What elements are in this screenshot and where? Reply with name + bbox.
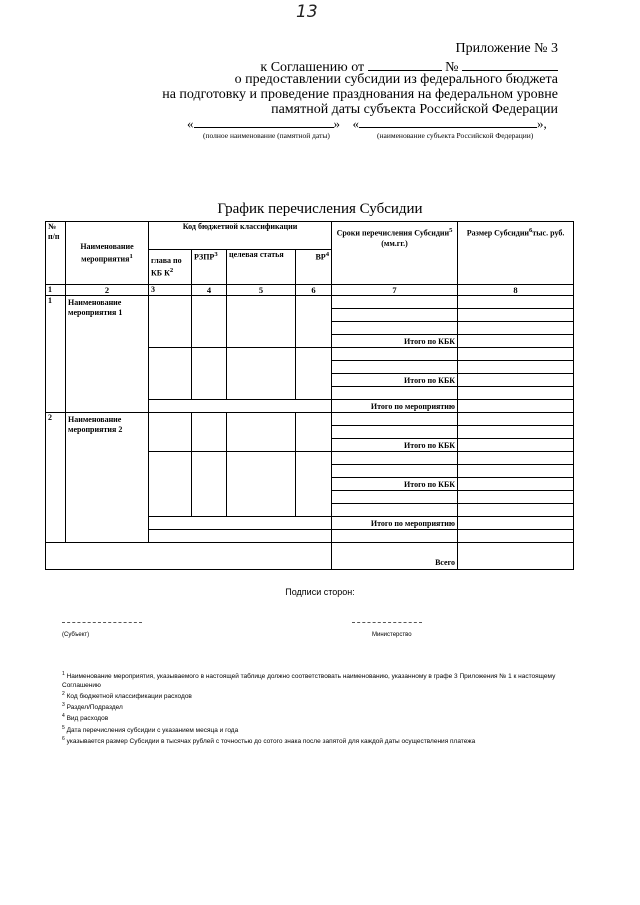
footnote-6 — [62, 735, 562, 746]
header-chapter-text: глава по КБ К — [151, 255, 182, 278]
table-row — [46, 543, 574, 570]
memorial-date-blank — [194, 115, 334, 128]
total-event-label: Итого по мероприятию — [332, 400, 458, 413]
agreement-number-blank — [462, 58, 558, 71]
header-line-3: памятной даты субъекта Российской Федерации — [271, 102, 558, 117]
col-number-3: 3 — [149, 285, 192, 296]
total-kbk-label: Итого по КБК — [332, 439, 458, 452]
footnotes — [62, 670, 562, 746]
header-dates-sup: 5 — [449, 227, 453, 234]
col-number-2: 2 — [66, 285, 149, 296]
footnote-5-text: Дата перечисления субсидии с указанием месяца и года — [66, 726, 239, 734]
schedule-title: График перечисления Субсидии — [217, 201, 423, 217]
header-dates-unit: (мм.гг.) — [381, 238, 408, 248]
quote-close-right: », — [537, 116, 547, 131]
footnote-1-marker: 1 — [62, 671, 65, 677]
total-kbk-label: Итого по КБК — [332, 335, 458, 348]
quote-close-left: » — [333, 116, 340, 131]
header-amount-unit: тыс. руб. — [532, 228, 565, 238]
header-vr-sup: 4 — [325, 251, 330, 258]
header-rzpr-sup: 3 — [214, 251, 218, 258]
footnote-3 — [62, 701, 562, 712]
header-chapter-sup: 2 — [169, 266, 174, 274]
footnote-4 — [62, 712, 562, 723]
caption-memorial-date: (полное наименование (памятной даты) — [203, 131, 330, 140]
header-chapter — [149, 250, 192, 285]
header-amount-text: Размер Субсидии — [466, 228, 530, 238]
total-kbk-label: Итого по КБК — [332, 374, 458, 387]
subject-name-blank — [359, 115, 537, 128]
grand-total-label: Всего — [332, 543, 458, 570]
agreement-no-label: № — [445, 60, 459, 75]
footnote-4-marker: 4 — [62, 713, 65, 720]
footnote-2 — [62, 690, 562, 701]
footnote-3-marker: 3 — [62, 702, 65, 709]
footnote-6-text: указывается размер Субсидии в тысячах рублей с точностью до сотого знака после запятой для каждой даты осуществления платежа — [66, 737, 476, 745]
quote-open-left: « — [187, 116, 194, 131]
appendix-label: Приложение № 3 — [455, 41, 558, 56]
agreement-prefix: к Соглашению от — [260, 60, 365, 75]
header-line-1: о предоставлении субсидии из федерального бюджета — [234, 72, 558, 87]
total-kbk-label: Итого по КБК — [332, 478, 458, 491]
header-event-name-text: Наименование мероприятия — [80, 241, 134, 264]
footnote-2-marker: 2 — [62, 691, 65, 698]
table-row — [46, 413, 574, 426]
header-budget-code: Код бюджетной классификации — [149, 222, 332, 250]
header-no: № п/п — [46, 222, 66, 285]
header-vr-text: ВР — [315, 252, 326, 262]
event-1-no: 1 — [46, 296, 66, 413]
header-dates — [332, 222, 458, 285]
agreement-date-blank — [368, 58, 442, 71]
col-number-8: 8 — [458, 285, 574, 296]
footnote-3-text: Раздел/Подраздел — [66, 704, 123, 712]
header-dates-text: Сроки перечисления Субсидии — [336, 228, 450, 238]
name-fields-line — [187, 115, 547, 132]
col-number-6: 6 — [296, 285, 332, 296]
event-1-name: Наименование мероприятия 1 — [66, 296, 149, 413]
quote-open-right: « — [352, 116, 359, 131]
col-number-1: 1 — [46, 285, 66, 296]
table-row — [46, 296, 574, 309]
signature-label-subject: (Субъект) — [62, 632, 90, 638]
col-number-5: 5 — [227, 285, 296, 296]
header-line-2: на подготовку и проведение празднования на федеральном уровне — [162, 87, 558, 102]
payment-schedule-table — [45, 221, 574, 570]
page-number: 13 — [296, 2, 318, 22]
header-target-article: целевая статья — [227, 250, 296, 285]
footnote-1 — [62, 670, 562, 690]
footnote-1-text: Наименование мероприятия, указываемого в настоящей таблице должно соответствовать наименованию, указанному в графе 3 Приложения № 1 к настоящему Соглашению — [62, 673, 556, 690]
signature-label-ministry: Министерство — [372, 632, 412, 638]
footnote-2-text: Код бюджетной классификации расходов — [66, 693, 192, 701]
column-numbers-row — [46, 285, 574, 296]
col-number-7: 7 — [332, 285, 458, 296]
signature-line-ministry — [352, 622, 422, 623]
footnote-4-text: Вид расходов — [66, 715, 109, 723]
signatures-title: Подписи сторон: — [285, 587, 355, 597]
event-2-no: 2 — [46, 413, 66, 543]
header-event-name — [66, 222, 149, 285]
header-event-name-sup: 1 — [129, 252, 133, 260]
footnote-5-marker: 5 — [62, 724, 65, 731]
event-2-name: Наименование мероприятия 2 — [66, 413, 149, 543]
header-rzpr-text: РЗПР — [194, 252, 215, 262]
header-vr — [296, 250, 332, 285]
total-event-label: Итого по мероприятию — [332, 517, 458, 530]
footnote-5 — [62, 724, 562, 735]
header-amount — [458, 222, 574, 285]
caption-subject-name: (наименование субъекта Российской Федерации) — [377, 131, 534, 140]
col-number-4: 4 — [192, 285, 227, 296]
header-rzpr — [192, 250, 227, 285]
footnote-6-marker: 6 — [62, 735, 65, 742]
header-amount-sup: 6 — [529, 227, 533, 234]
signature-line-subject — [62, 622, 142, 623]
